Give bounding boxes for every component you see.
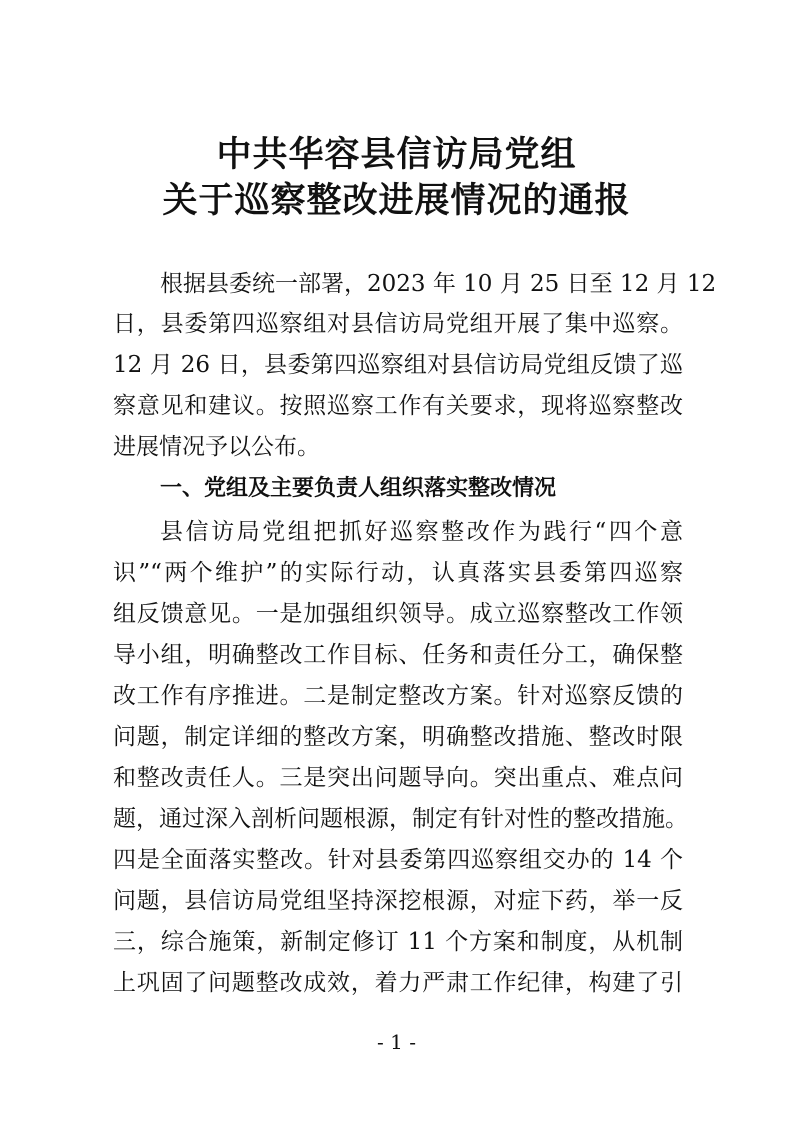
- paragraph-1-line: 根据县委统一部署，2023 年 10 月 25 日至 12 月 12: [160, 271, 717, 297]
- section-heading: 一、党组及主要负责人组织落实整改情况: [160, 476, 557, 501]
- paragraph-1-line: 进展情况予以公布。: [113, 434, 320, 460]
- paragraph-2-line: 题，通过深入剖析问题根源，制定有针对性的整改措施。: [113, 806, 688, 832]
- paragraph-2-line: 上巩固了问题整改成效，着力严肃工作纪律，构建了引: [113, 970, 683, 996]
- paragraph-2-line: 导小组，明确整改工作目标、任务和责任分工，确保整: [113, 642, 683, 668]
- paragraph-1-line: 察意见和建议。按照巡察工作有关要求，现将巡察整改: [113, 393, 683, 419]
- document-title-line-1: 中共华容县信访局党组: [216, 135, 577, 175]
- paragraph-2-line: 问题，县信访局党组坚持深挖根源，对症下药，举一反: [113, 888, 683, 914]
- paragraph-2-line: 识”“两个维护”的实际行动，认真落实县委第四巡察: [113, 560, 683, 586]
- paragraph-2-line: 和整改责任人。三是突出问题导向。突出重点、难点问: [113, 765, 683, 791]
- paragraph-1-line: 日，县委第四巡察组对县信访局党组开展了集中巡察。: [113, 311, 683, 337]
- paragraph-2-line: 改工作有序推进。二是制定整改方案。针对巡察反馈的: [113, 683, 683, 709]
- paragraph-2-line: 县信访局党组把抓好巡察整改作为践行“四个意: [160, 519, 683, 545]
- paragraph-2-line: 四是全面落实整改。针对县委第四巡察组交办的 14 个: [113, 847, 683, 873]
- paragraph-2-line: 问题，制定详细的整改方案，明确整改措施、整改时限: [113, 724, 683, 750]
- paragraph-2-line: 组反馈意见。一是加强组织领导。成立巡察整改工作领: [113, 601, 683, 627]
- document-title-line-2: 关于巡察整改进展情况的通报: [162, 181, 631, 221]
- paragraph-1-line: 12 月 26 日，县委第四巡察组对县信访局党组反馈了巡: [113, 352, 683, 378]
- paragraph-2-line: 三，综合施策，新制定修订 11 个方案和制度，从机制: [113, 929, 683, 955]
- page-number: - 1 -: [377, 1030, 416, 1054]
